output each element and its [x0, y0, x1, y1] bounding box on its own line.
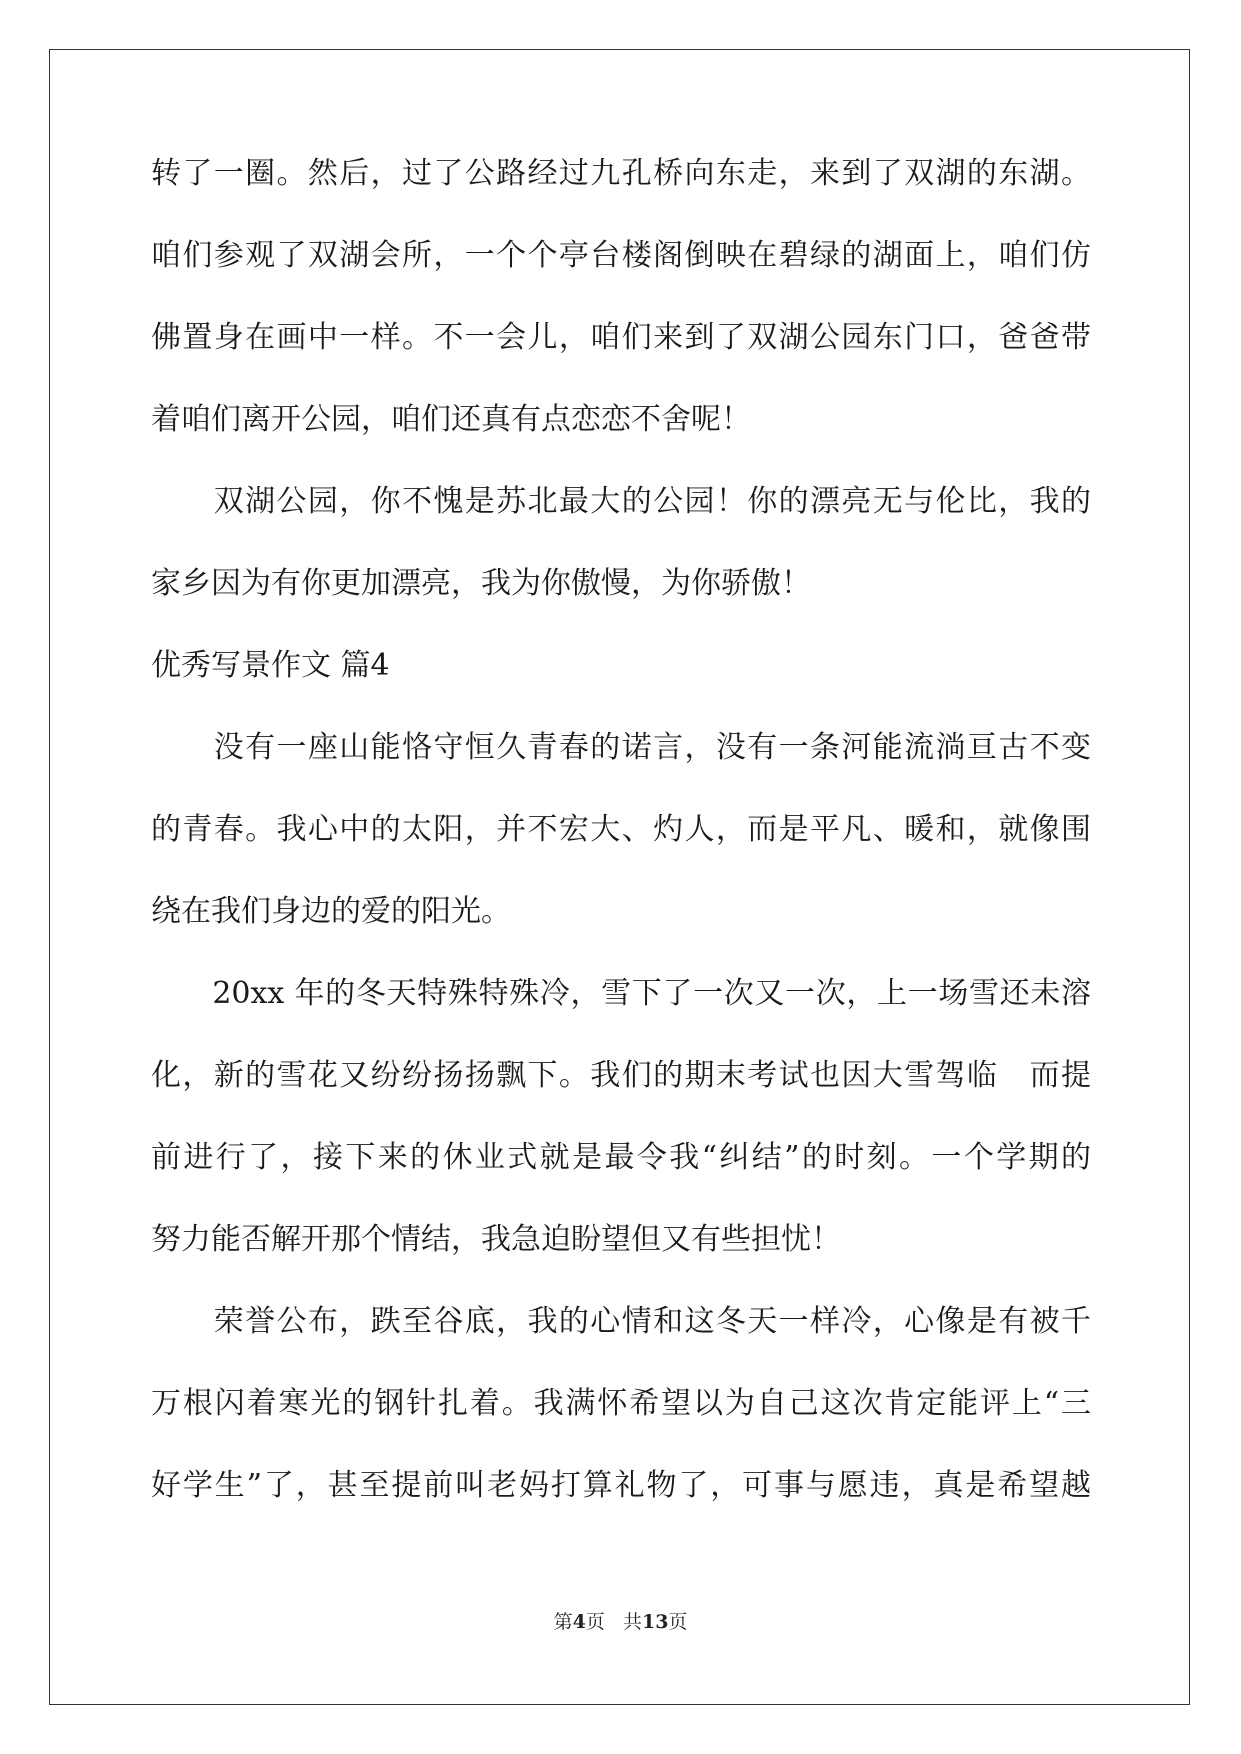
text-line: 20xx 年的冬天特殊特殊冷，雪下了一次又一次，上一场雪还未溶: [151, 976, 1091, 1011]
text-line: 双湖公园，你不愧是苏北最大的公园！你的漂亮无与伦比，我的: [151, 484, 1091, 519]
footer-total-prefix: 共: [622, 1611, 642, 1633]
text-line: 荣誉公布，跌至谷底，我的心情和这冬天一样冷，心像是有被千: [151, 1304, 1091, 1339]
text-line: 努力能否解开那个情结，我急迫盼望但又有些担忧！: [151, 1222, 841, 1257]
text-line: 的青春。我心中的太阳，并不宏大、灼人，而是平凡、暖和，就像围: [151, 812, 1091, 847]
footer-prefix: 第: [553, 1611, 573, 1633]
text-line: 化，新的雪花又纷纷扬扬飘下。我们的期末考试也因大雪驾临 而提: [151, 1058, 1091, 1093]
page-footer: [0, 1610, 1241, 1634]
text-line: 着咱们离开公园，咱们还真有点恋恋不舍呢！: [151, 402, 751, 437]
text-line: 没有一座山能恪守恒久青春的诺言，没有一条河能流淌亘古不变: [151, 730, 1091, 765]
text-line: 咱们参观了双湖会所，一个个亭台楼阁倒映在碧绿的湖面上，咱们仿: [151, 238, 1091, 273]
text-line: 佛置身在画中一样。不一会儿，咱们来到了双湖公园东门口，爸爸带: [151, 320, 1091, 355]
text-line: 绕在我们身边的爱的阳光。: [151, 894, 511, 929]
text-line: 家乡因为有你更加漂亮，我为你傲慢，为你骄傲！: [151, 566, 811, 601]
section-heading: 优秀写景作文 篇4: [151, 648, 390, 683]
footer-total-unit: 页: [668, 1611, 688, 1633]
footer-page-unit: 页: [585, 1611, 605, 1633]
text-line: 万根闪着寒光的钢针扎着。我满怀希望以为自己这次肯定能评上“三: [151, 1386, 1091, 1421]
footer-total-pages: 13: [641, 1611, 669, 1633]
text-line: 前进行了，接下来的休业式就是最令我“纠结”的时刻。一个学期的: [151, 1140, 1091, 1175]
text-line: 转了一圈。然后，过了公路经过九孔桥向东走，来到了双湖的东湖。: [151, 156, 1091, 191]
text-line: 好学生”了，甚至提前叫老妈打算礼物了，可事与愿违，真是希望越: [151, 1468, 1091, 1503]
document-body: [151, 154, 1091, 1548]
footer-page-number: 4: [572, 1611, 586, 1633]
